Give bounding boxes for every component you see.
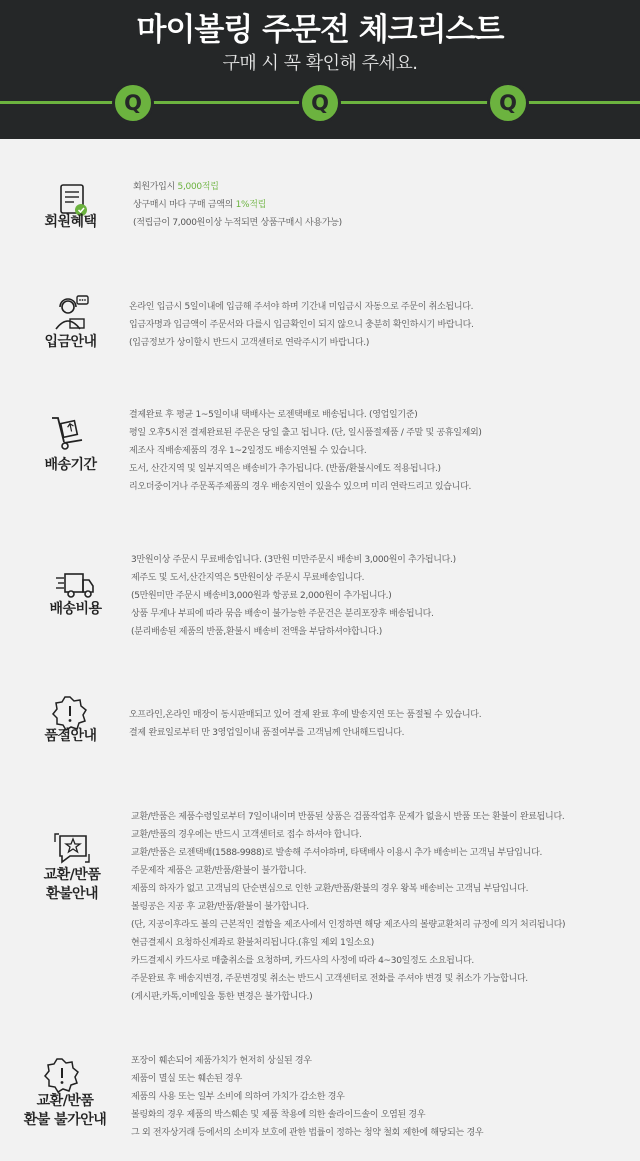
text-line: 상구매시 마다 구매 금액의 1%적립	[133, 200, 267, 210]
section-label: 배송비용	[49, 601, 102, 617]
section-text	[131, 1052, 483, 1142]
page-subtitle: 구매 시 꼭 확인해 주세요.	[222, 53, 418, 74]
q-badge: Q	[487, 82, 529, 124]
hand-truck-icon	[48, 412, 88, 452]
text-line: 교환/반품은 로젠택배(1588-9988)로 발송해 주셔야하며, 타택배사 이용시 추가 배송비는 고객님 부담입니다.	[131, 848, 543, 858]
text-line: 현금결제시 요청하신계좌로 환불처리됩니다.(휴일 제외 1일소요)	[131, 938, 374, 948]
text-line: 결제 완료일로부터 만 3영업일이내 품절여부를 고객님께 안내해드립니다.	[129, 728, 405, 738]
section-return-refund-info	[0, 808, 640, 1008]
text-line: 볼링화의 경우 제품의 박스훼손 및 제품 착용에 의한 솔라이드솔이 오염된 경우	[131, 1110, 426, 1120]
section-label: 교환/반품 환불안내	[43, 867, 101, 902]
section-member-benefit	[0, 168, 640, 248]
text-line: 온라인 입금시 5일이내에 입금해 주셔야 하며 기간내 미입금시 자동으로 주문이 취소됩니다.	[129, 302, 474, 312]
section-text	[131, 551, 456, 641]
section-soldout-info	[0, 694, 640, 754]
text-line: 주문완료 후 배송지변경, 주문변경및 취소는 반드시 고객센터로 전화를 주셔야 변경 및 취소가 가능합니다.	[131, 974, 528, 984]
text-line: (분리배송된 제품의 반품,환불시 배송비 전액을 부담하셔야합니다.)	[131, 627, 382, 637]
text-line: 제품이 멸실 또는 훼손된 경우	[131, 1074, 242, 1084]
headset-agent-icon	[50, 293, 90, 333]
text-line: 입금자명과 입금액이 주문서와 다를시 입금확인이 되지 않으니 충분히 확인하시기 바랍니다.	[129, 320, 474, 330]
section-delivery-period	[0, 406, 640, 502]
text-line: 포장이 훼손되어 제품가치가 현저히 상실된 경우	[131, 1056, 312, 1066]
section-label: 회원혜택	[44, 214, 97, 230]
text-line: (단, 지공이후라도 볼의 근본적인 결함을 제조사에서 인정하면 해당 제조사의 볼량교환처리 규정에 의거 처리됩니다)	[131, 920, 566, 930]
section-label: 품절안내	[44, 728, 97, 744]
text-line: (입금정보가 상이할시 반드시 고객센터로 연락주시기 바랍니다.)	[129, 338, 370, 348]
section-text	[129, 298, 474, 352]
text-line: 교환/반품의 경우에는 반드시 고객센터로 접수 하셔야 합니다.	[131, 830, 362, 840]
page-title: 마이볼링 주문전 체크리스트	[136, 12, 504, 48]
text-line: 주문제작 제품은 교환/반품/환불이 불가합니다.	[131, 866, 307, 876]
text-line: 결제완료 후 평균 1~5일이내 택배사는 로젠택배로 배송됩니다. (영업일기준)	[129, 410, 418, 420]
text-line: 회원가입시 5,000적립	[133, 182, 219, 192]
exchange-star-icon	[52, 828, 92, 868]
text-line: 리오더중이거나 주문폭주제품의 경우 배송지연이 있을수 있으며 미리 연락드리고 있습니다.	[129, 482, 472, 492]
section-text	[129, 406, 482, 496]
q-badge: Q	[112, 82, 154, 124]
text-line: 도서, 산간지역 및 일부지역은 배송비가 추가됩니다. (반품/환불시에도 적용됩니다.)	[129, 464, 441, 474]
text-line: 제품의 사용 또는 일부 소비에 의하여 가치가 감소한 경우	[131, 1092, 345, 1102]
section-label: 교환/반품 환불 불가안내	[23, 1093, 107, 1128]
text-line: 제조사 직배송제품의 경우 1~2일정도 배송지연될 수 있습니다.	[129, 446, 367, 456]
text-line: 그 외 전자상거래 등에서의 소비자 보호에 관한 법률이 정하는 청약 철회 제한에 해당되는 경우	[131, 1128, 484, 1138]
section-label: 배송기간	[44, 457, 97, 473]
text-line: (적립금이 7,000원이상 누적되면 상품구매시 사용가능)	[133, 218, 342, 228]
alert-badge-icon	[42, 1056, 82, 1096]
section-label: 입금안내	[44, 334, 97, 350]
section-text	[133, 178, 342, 232]
section-return-refund-unavailable	[0, 1052, 640, 1152]
text-line: 제품의 하자가 없고 고객님의 단순변심으로 인한 교환/반품/환불의 경우 왕복 배송비는 고객님 부담입니다.	[131, 884, 529, 894]
text-line: 볼링공은 지공 후 교환/반품/환불이 불가합니다.	[131, 902, 309, 912]
text-line: 3만원이상 주문시 무료배송입니다. (3만원 미만주문시 배송비 3,000원이 추가됩니다.)	[131, 555, 456, 565]
text-line: 오프라인,온라인 매장이 동시판매되고 있어 결제 완료 후에 발송지연 또는 품절될 수 있습니다.	[129, 710, 482, 720]
section-text	[131, 808, 565, 1006]
page-header	[0, 0, 640, 139]
text-line: 교환/반품은 제품수령일로부터 7일이내이며 반품된 상품은 검품작업후 문제가 없을시 반품 또는 환불이 완료됩니다.	[131, 812, 565, 822]
text-line: 상품 무게나 부피에 따라 묶음 배송이 불가능한 주문건은 분리포장후 배송됩니다.	[131, 609, 434, 619]
section-delivery-cost	[0, 550, 640, 646]
section-payment-info	[0, 288, 640, 368]
q-badge: Q	[299, 82, 341, 124]
text-line: 평일 오후5시전 결제완료된 주문은 당일 출고 됩니다. (단, 일시품절제품 / 주말 및 공휴일제외)	[129, 428, 482, 438]
text-line: (게시판,카톡,이메일을 통한 변경은 불가합니다.)	[131, 992, 313, 1002]
text-line: 카드결제시 카드사로 매출취소를 요청하며, 카드사의 사정에 따라 4~30일정도 소요됩니다.	[131, 956, 474, 966]
text-line: (5만원미만 주문시 배송비3,000원과 항공료 2,000원이 추가됩니다.)	[131, 591, 392, 601]
section-text	[129, 706, 481, 742]
text-line: 제주도 및 도서,산간지역은 5만원이상 주문시 무료배송입니다.	[131, 573, 365, 583]
